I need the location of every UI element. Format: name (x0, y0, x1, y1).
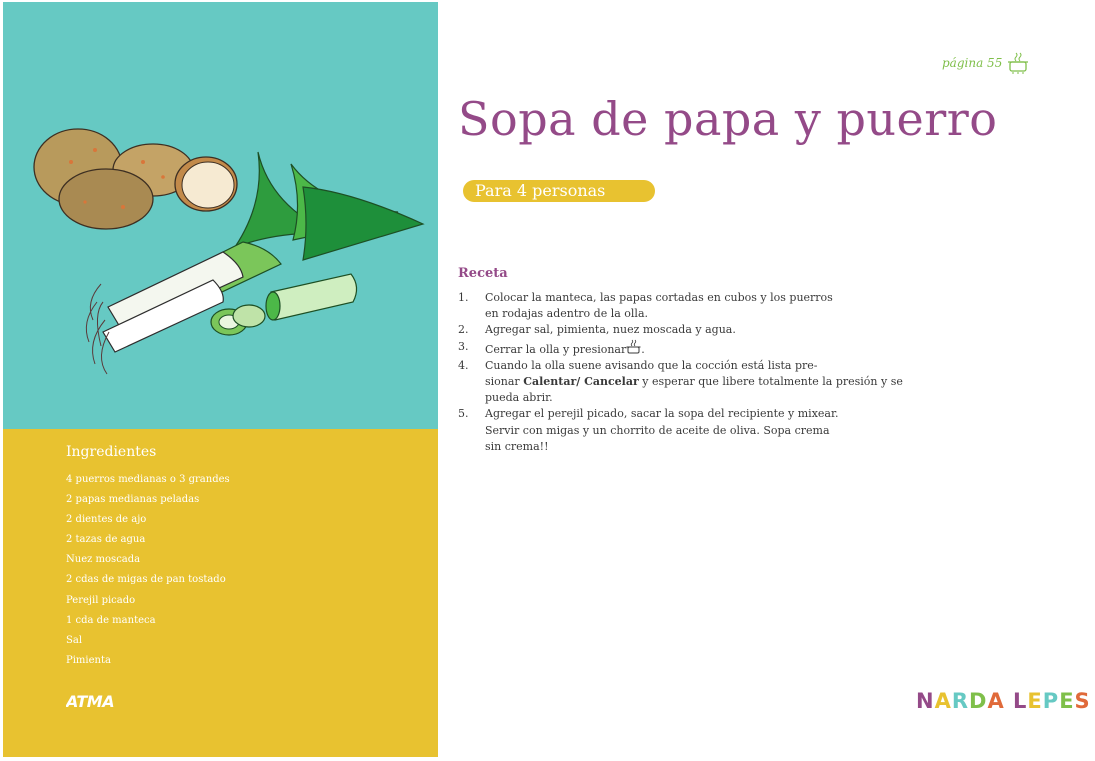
step-1 (458, 290, 928, 322)
brand-letter: A (934, 689, 952, 713)
step-text: sin crema!! (485, 439, 549, 453)
step-number: 5. (458, 407, 469, 421)
step-number: 3. (458, 339, 469, 353)
step-text: Colocar la manteca, las papas cortadas en cubos y los puerros (485, 291, 833, 304)
step-number: 1. (458, 291, 469, 304)
brand-letter: R (951, 689, 970, 713)
page-number: página 55 (942, 56, 1003, 70)
ingredient-item: 4 puerros medianas o 3 grandes (66, 474, 230, 485)
step-number: 2. (458, 323, 469, 337)
step-3 (458, 339, 928, 358)
ingredients-title: Ingredientes (66, 444, 157, 460)
step-5 (458, 406, 928, 455)
pressure-cooker-icon (626, 339, 641, 356)
step-2 (458, 322, 928, 338)
step-text-part: y esperar que libere totalmente la presión y se (638, 375, 903, 389)
brand-letter: P (1042, 689, 1060, 713)
ingredient-item: 2 cdas de migas de pan tostado (66, 574, 226, 586)
step-text: Servir con migas y un chorrito de aceite de oliva. Sopa crema (485, 423, 830, 437)
recipe-steps (458, 290, 928, 455)
step-number: 4. (458, 358, 469, 372)
potatoes (34, 129, 237, 229)
ingredient-item: 2 tazas de agua (66, 534, 146, 546)
brand-letter: A (987, 689, 1005, 713)
brand-letter: N (916, 689, 935, 713)
step-text-part: Cerrar la olla y presionar (485, 342, 627, 356)
servings-badge: Para 4 personas (463, 180, 655, 202)
ingredient-item: Nuez moscada (66, 554, 141, 566)
ingredient-item: 2 papas medianas peladas (66, 494, 200, 506)
step-text: pueda abrir. (485, 391, 553, 405)
ingredient-item: Sal (66, 634, 83, 646)
ingredients-list (66, 472, 230, 673)
recipe-title: Sopa de papa y puerro (458, 92, 998, 146)
pressure-cooker-icon (1007, 51, 1029, 75)
ingredient-item: Pimienta (66, 654, 111, 666)
ingredient-item: 2 dientes de ajo (66, 514, 147, 526)
step-text: Agregar sal, pimienta, nuez moscada y agua. (485, 323, 736, 337)
step-text (485, 374, 928, 390)
atma-logo (66, 690, 130, 712)
brand-letter: E (1059, 689, 1075, 713)
step-text: Cuando la olla suene avisando que la cocción está lista pre- (485, 358, 818, 372)
step-text (485, 339, 928, 358)
steps-title: Receta (458, 266, 508, 281)
step-text-part: sionar (485, 375, 524, 389)
ingredient-item: Perejil picado (66, 594, 136, 606)
narda-lepes-logo (916, 689, 1091, 713)
left-panel (3, 2, 438, 757)
brand-letter: E (1027, 689, 1043, 713)
brand-letter (1005, 689, 1013, 713)
ingredient-item: 1 cda de manteca (66, 614, 156, 626)
brand-letter: S (1074, 689, 1091, 713)
calentar-cancelar-button-label: Calentar/ Cancelar (523, 375, 639, 389)
brand-letter: L (1013, 689, 1028, 713)
step-text-part: . (641, 342, 645, 356)
step-text: en rodajas adentro de la olla. (485, 307, 649, 321)
step-text: Agregar el perejil picado, sacar la sopa del recipiente y mixear. (485, 407, 839, 421)
svg-text:ATMA: ATMA (66, 692, 115, 711)
potato-leek-illustration (3, 2, 438, 429)
step-4 (458, 358, 928, 407)
brand-letter: D (969, 689, 988, 713)
